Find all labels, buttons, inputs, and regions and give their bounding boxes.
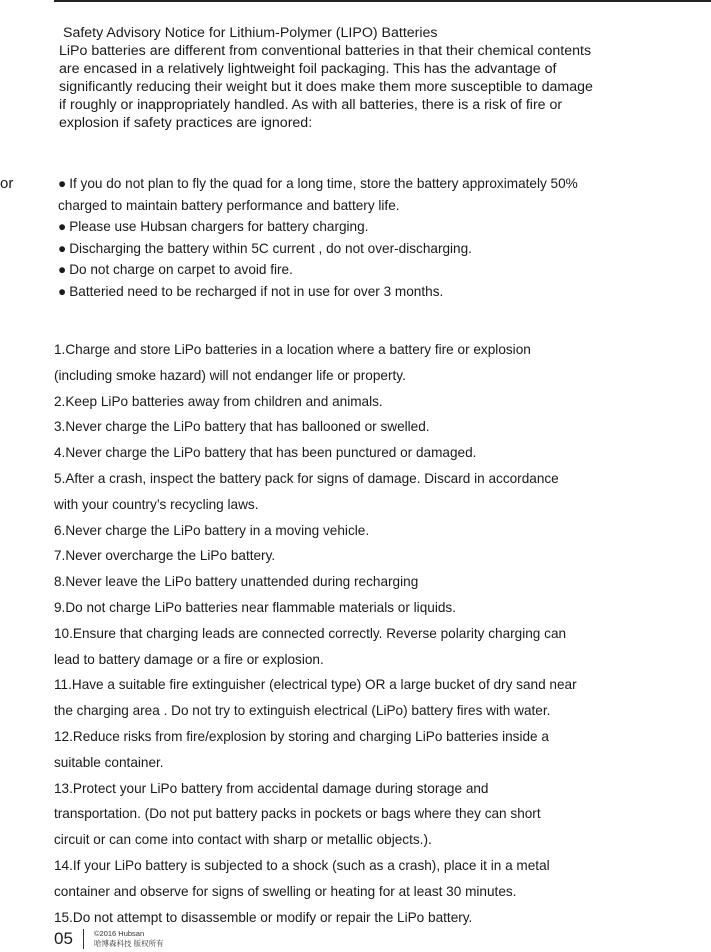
bullet-icon: ● bbox=[58, 283, 67, 299]
bullet-icon: ● bbox=[58, 219, 67, 234]
bullet-item: ● Discharging the battery within 5C current , do not over-discharging. bbox=[58, 240, 472, 256]
copyright-notice bbox=[94, 929, 164, 949]
rule-line: 12.Reduce risks from fire/explosion by storing and charging LiPo batteries inside a bbox=[54, 728, 549, 744]
rule-line: 14.If your LiPo battery is subjected to a shock (such as a crash), place it in a metal bbox=[54, 857, 550, 873]
intro-line: are encased in a relatively lightweight foil packaging. This has the advantage of bbox=[59, 61, 557, 77]
top-rule bbox=[54, 0, 711, 2]
rule-line: with your country’s recycling laws. bbox=[54, 496, 259, 512]
rule-line: 4.Never charge the LiPo battery that has been punctured or damaged. bbox=[54, 445, 477, 461]
rule-line: transportation. (Do not put battery packs in pockets or bags where they can short bbox=[54, 806, 541, 822]
intro-section bbox=[59, 24, 689, 132]
intro-line: significantly reducing their weight but it does make them more susceptible to damage bbox=[59, 79, 593, 95]
intro-line: if roughly or inappropriately handled. As with all batteries, there is a risk of fire or bbox=[59, 97, 563, 113]
rule-line: lead to battery damage or a fire or explosion. bbox=[54, 651, 324, 667]
page-title: Safety Advisory Notice for Lithium-Polymer (LIPO) Batteries bbox=[63, 25, 438, 41]
rule-line: 6.Never charge the LiPo battery in a moving vehicle. bbox=[54, 522, 370, 538]
rule-line: 1.Charge and store LiPo batteries in a location where a battery fire or explosion bbox=[54, 342, 531, 357]
rule-line: 8.Never leave the LiPo battery unattended during recharging bbox=[54, 574, 419, 590]
rule-line: container and observe for signs of swelling or heating for at least 30 minutes. bbox=[54, 883, 517, 899]
bullet-item: ● Do not charge on carpet to avoid fire. bbox=[58, 262, 293, 277]
page-number: 05 bbox=[54, 929, 73, 948]
rule-line: 10.Ensure that charging leads are connected correctly. Reverse polarity charging can bbox=[54, 625, 567, 641]
bullet-continuation: charged to maintain battery performance and battery life. bbox=[58, 197, 400, 213]
intro-line: explosion if safety practices are ignored: bbox=[59, 115, 313, 131]
rule-line: circuit or can come into contact with sharp or metallic objects.). bbox=[54, 832, 432, 848]
bullet-item: ● Please use Hubsan chargers for battery charging. bbox=[58, 219, 369, 234]
rule-line: 15.Do not attempt to disassemble or modify or repair the LiPo battery. bbox=[54, 909, 473, 925]
rule-line: 11.Have a suitable fire extinguisher (electrical type) OR a large bucket of dry sand near bbox=[54, 677, 577, 693]
rule-line: (including smoke hazard) will not endanger life or property. bbox=[54, 367, 406, 383]
copyright-line: 哈博森科技 版权所有 bbox=[94, 939, 164, 948]
rule-line: 13.Protect your LiPo battery from accidental damage during storage and bbox=[54, 780, 489, 796]
bullet-list bbox=[58, 173, 698, 302]
rule-line: 2.Keep LiPo batteries away from children and animals. bbox=[54, 393, 383, 409]
cropped-edge-text: or bbox=[0, 175, 14, 192]
rule-line: 3.Never charge the LiPo battery that has ballooned or swelled. bbox=[54, 419, 430, 435]
copyright-line: ©2016 Hubsan bbox=[94, 929, 145, 938]
bullet-icon: ● bbox=[58, 240, 67, 256]
bullet-item: ● If you do not plan to fly the quad for a long time, store the battery approximately 50% bbox=[58, 176, 578, 191]
rule-line: the charging area . Do not try to extinguish electrical (LiPo) battery fires with water. bbox=[54, 703, 551, 719]
footer-divider bbox=[83, 929, 84, 949]
rule-line: 7.Never overcharge the LiPo battery. bbox=[54, 548, 276, 564]
intro-line: LiPo batteries are different from conventional batteries in that their chemical contents bbox=[59, 43, 592, 59]
rule-line: 9.Do not charge LiPo batteries near flammable materials or liquids. bbox=[54, 599, 456, 615]
rule-line: suitable container. bbox=[54, 754, 164, 770]
bullet-item: ● Batteried need to be recharged if not in use for over 3 months. bbox=[58, 283, 444, 299]
rule-line: 5.After a crash, inspect the battery pack for signs of damage. Discard in accordance bbox=[54, 470, 559, 486]
safety-rules-list bbox=[54, 337, 704, 930]
bullet-icon: ● bbox=[58, 262, 67, 277]
bullet-icon: ● bbox=[58, 176, 67, 191]
